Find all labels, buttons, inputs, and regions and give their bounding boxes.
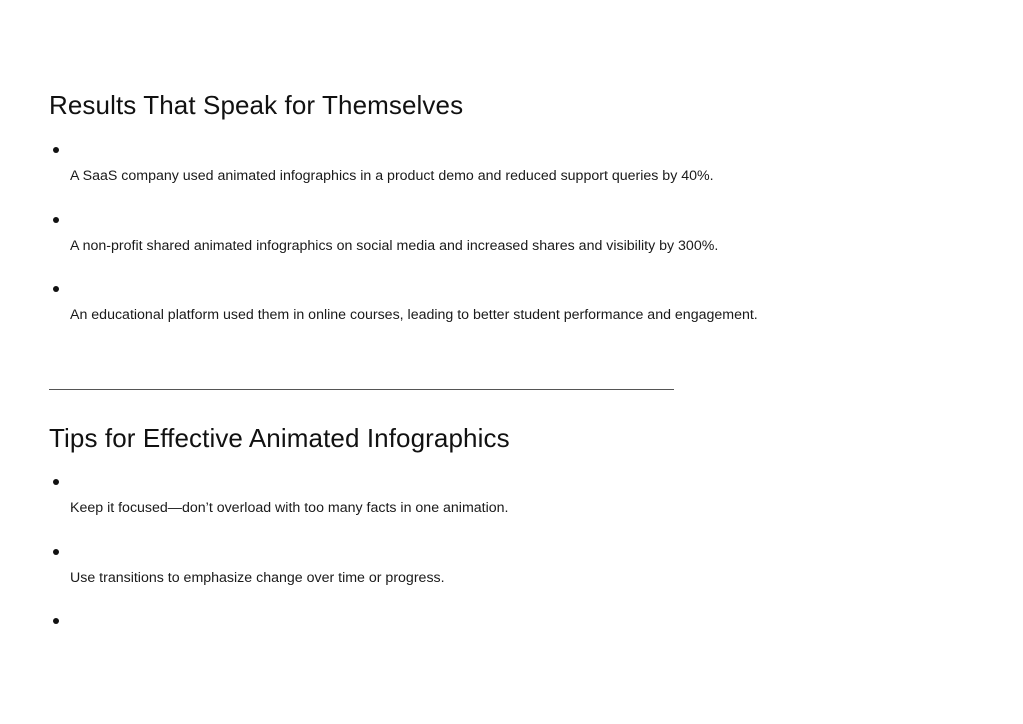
section-heading-results: Results That Speak for Themselves (49, 90, 464, 120)
list-item-text: A non-profit shared animated infographics on social media and increased shares and visibility by 300%. (70, 237, 719, 254)
section-heading-tips: Tips for Effective Animated Infographics (49, 423, 510, 453)
bullet-icon (53, 147, 59, 153)
section-divider (49, 389, 674, 390)
bullet-icon (53, 618, 59, 624)
list-item-text: An educational platform used them in online courses, leading to better student performance and engagement. (70, 307, 758, 323)
list-item-text: Keep it focused—don’t overload with too many facts in one animation. (70, 500, 509, 516)
list-item-text: A SaaS company used animated infographics in a product demo and reduced support queries by 40%. (70, 168, 714, 184)
bullet-icon (53, 549, 59, 555)
list-item-text: Use transitions to emphasize change over time or progress. (70, 569, 445, 586)
bullet-icon (53, 217, 59, 223)
bullet-icon (53, 479, 59, 485)
bullet-icon (53, 286, 59, 292)
